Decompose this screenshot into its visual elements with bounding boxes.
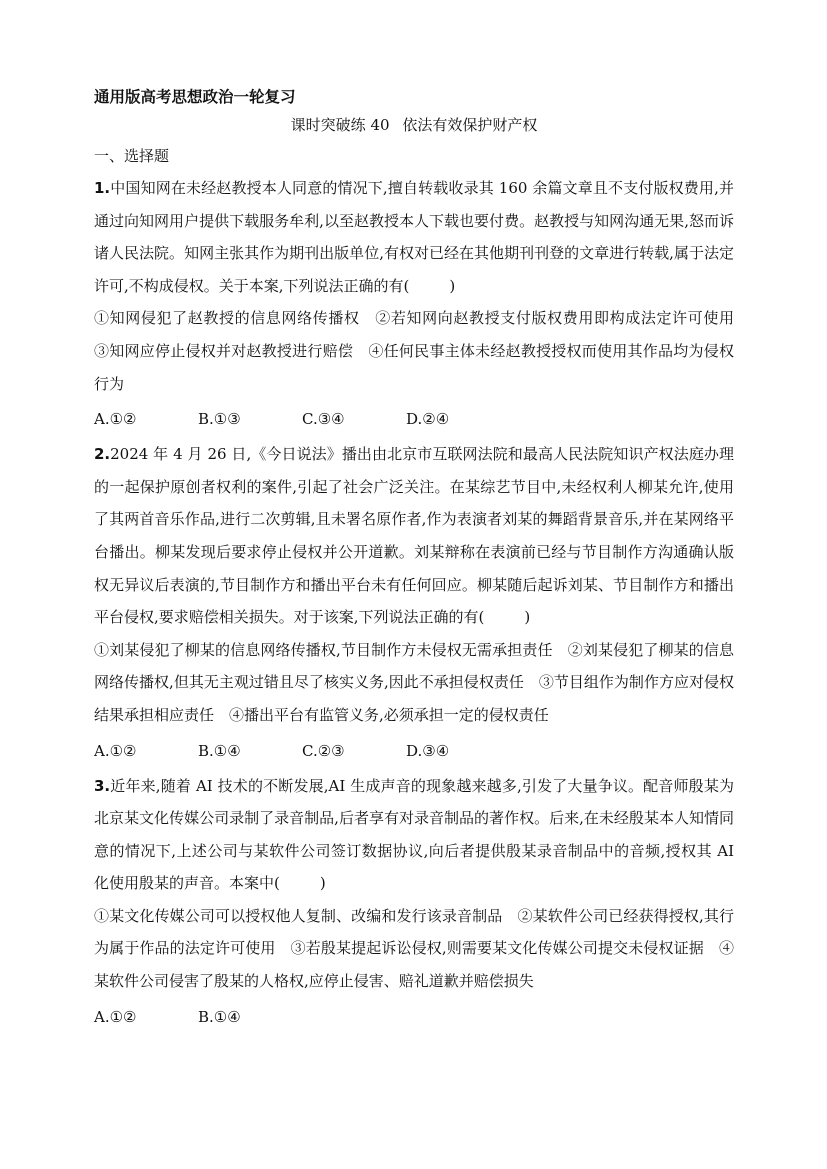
question-text: 2024 年 4 月 26 日,《今日说法》播出由北京市互联网法院和最高人民法院知识产权法庭办理的一起保护原创者权利的案件,引起了社会广泛关注。在某综艺节目中,未经权利人柳某允许,使用了其两首音乐作品,进行二次剪辑,且未署名原作者,作为表演者刘某的舞蹈背景音乐,并在某网络平台播出。柳某发现后要求停止侵权并公开道歉。刘某辩称在表演前已经与节目制作方沟通确认版权无异议后表演的,节目制作方和播出平台未有任何回应。柳某随后起诉刘某、节目制作方和播出平台侵权,要求赔偿相关损失。对于该案,下列说法正确的有( xyxy=(94,445,734,627)
lesson-title xyxy=(94,110,734,140)
answer-choices xyxy=(94,998,734,1036)
question-statements: ①刘某侵犯了柳某的信息网络传播权,节目制作方未侵权无需承担责任 ②刘某侵犯了柳某的信息网络传播权,但其无主观过错且尽了核实义务,因此不承担侵权责任 ③节目组作为制作方应对侵权结果承担相应责任 ④播出平台有监管义务,必须承担一定的侵权责任 xyxy=(94,640,734,724)
question-1 xyxy=(94,172,750,438)
choice-d[interactable]: D.③④ xyxy=(406,741,450,760)
question-number: 1. xyxy=(94,179,111,197)
choice-a[interactable]: A.①② xyxy=(94,741,137,760)
question-statements: ①某文化传媒公司可以授权他人复制、改编和发行该录音制品 ②某软件公司已经获得授权,其行为属于作品的法定许可使用 ③若殷某提起诉讼侵权,则需要某文化传媒公司提交未侵权证据 ④某软件公司侵害了殷某的人格权,应停止侵害、赔礼道歉并赔偿损失 xyxy=(94,906,734,991)
lesson-number: 课时突破练 40 xyxy=(290,116,390,134)
question-paren-close: ) xyxy=(524,608,531,627)
choice-d[interactable]: D.②④ xyxy=(406,410,450,429)
choice-a[interactable]: A.①② xyxy=(94,1007,137,1026)
answer-choices xyxy=(94,732,734,770)
series-heading: 通用版高考思想政治一轮复习 xyxy=(94,88,296,106)
document-page xyxy=(94,84,750,1036)
question-paren-close: ) xyxy=(319,874,326,893)
answer-choices xyxy=(94,400,734,438)
choice-c[interactable]: C.②③ xyxy=(302,741,345,760)
choice-c[interactable]: C.③④ xyxy=(302,410,345,429)
choice-b[interactable]: B.①④ xyxy=(198,1007,241,1026)
question-3 xyxy=(94,770,734,1036)
choice-b[interactable]: B.①④ xyxy=(198,741,241,760)
question-text: 中国知网在未经赵教授本人同意的情况下,擅自转载收录其 160 余篇文章且不支付版权费用,并通过向知网用户提供下载服务牟利,以至赵教授本人下载也要付费。赵教授与知网沟通无果,怒而诉诸人民法院。知网主张其作为期刊出版单位,有权对已经在其他期刊刊登的文章进行转载,属于法定许可,不构成侵权。关于本案,下列说法正确的有( xyxy=(94,179,734,295)
choice-a[interactable]: A.①② xyxy=(94,410,137,429)
question-stem xyxy=(94,172,734,302)
question-number: 2. xyxy=(94,445,111,464)
question-stem xyxy=(94,770,734,900)
section-heading: 一、选择题 xyxy=(94,147,170,165)
question-text: 近年来,随着 AI 技术的不断发展,AI 生成声音的现象越来越多,引发了大量争议。配音师殷某为北京某文化传媒公司录制了录音制品,后者享有对录音制品的著作权。后来,在未经殷某本人知情同意的情况下,上述公司与某软件公司签订数据协议,向后者提供殷某录音制品中的音频,授权其 AI 化使用殷某的声音。本案中( xyxy=(94,776,734,893)
question-statements: ①知网侵犯了赵教授的信息网络传播权 ②若知网向赵教授支付版权费用即构成法定许可使用 ③知网应停止侵权并对赵教授进行赔偿 ④任何民事主体未经赵教授授权而使用其作品均为侵权行为 xyxy=(94,309,750,393)
choice-b[interactable]: B.①③ xyxy=(198,410,241,429)
lesson-topic: 依法有效保护财产权 xyxy=(402,116,538,134)
question-2 xyxy=(94,438,734,769)
question-stem xyxy=(94,438,734,634)
question-number: 3. xyxy=(94,776,111,795)
question-paren-close: ) xyxy=(449,276,456,295)
